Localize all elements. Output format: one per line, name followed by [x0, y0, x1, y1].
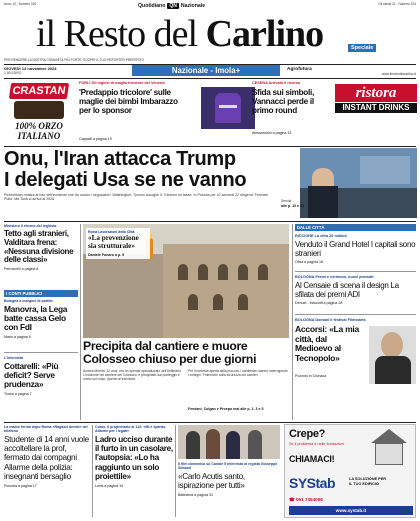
jersey-photo: [201, 87, 255, 129]
issue-price: 1,80 EURO: [4, 71, 22, 75]
issue-date: GIOVEDÌ 14 novembre 2024: [4, 66, 57, 71]
teaser-headline: Sfida sui simboli, Vannacci perde il primo round: [252, 88, 314, 115]
center-page-ref: Femiani, Colgan e Proepo mai alle p. 2, 3 e 5: [188, 407, 264, 411]
story-page-ref: Pozzolo in Cronaca: [295, 374, 327, 378]
teaser-kicker: FORLÌ Gli inglesi di maglia tricolore del Venerdì: [79, 81, 165, 85]
teaser-headline: 'Predappio tricolore' sulle maglie dei bimbi Imbarazzo per lo sponsor: [79, 88, 178, 115]
story-headline: Al Censaie di scena il design La sfilata dei premi ADI: [295, 281, 399, 299]
story-headline: Cottarelli: «Più deficit? Serve prudenza»: [4, 361, 59, 390]
center-headline[interactable]: Precipita dal cantiere e muore Colosseo chiuso per due giorni: [83, 339, 257, 366]
story-headline: Accorsi: «La mia città, dal Medioevo al Tecnopolo»: [295, 324, 359, 363]
masthead-title: [36, 14, 323, 54]
cracked-house-icon: [367, 429, 411, 469]
special-badge: Speciale: [348, 44, 376, 52]
story-page-ref: Marin a pagina 9: [4, 334, 31, 339]
masthead-issue: Anno 10 - Numero 324: [4, 2, 37, 6]
network-label-pre: Quotidiano: [138, 3, 166, 9]
edition-banner: Nazionale - Imola+: [132, 65, 280, 76]
section-conti-pubblici: I CONTI PUBBLICI: [4, 290, 78, 297]
story-kicker: BOLOGNA Premi e cerimoni, nuovi prodotti: [295, 275, 374, 279]
quote-kicker: Roma Lavorazioni della Città: [88, 230, 135, 234]
story-headline: Studente di 14 anni vuole accoltellare la prof, fermato dai compagni Allarme della polizia: insegnanti bersaglio: [4, 435, 89, 481]
main-headline-2[interactable]: I delegati Usa se ne vanno: [4, 169, 247, 191]
network-label-post: Nazionale: [180, 3, 206, 9]
story-headline: Venduto il Grand Hotel I capitali sono stranieri: [295, 240, 416, 258]
story-headline: Ladro ucciso durante il furto in un casolare, l'autopsia: «Lo ha raggiunto un solo proiettile»: [95, 435, 173, 481]
story-kicker: BOLOGNA Domani il festival Filmstarts: [295, 318, 366, 322]
quote-page-ref: Daniele Funaro a p. 5: [88, 252, 125, 257]
story-page-ref: Levis a pagina 19: [95, 484, 124, 489]
quote-box[interactable]: [86, 228, 150, 259]
title-main: Carlino: [205, 13, 324, 55]
right-story-2[interactable]: [295, 275, 416, 305]
center-body-2: Per l'inchiesta aperta dalla procura, i carabinieri stanno interrogando i colleghi. Polemiche sulla sicurezza dei cantieri.: [188, 369, 288, 378]
story-page-ref: Ponchia a pagina 17: [4, 484, 37, 489]
crepe-title: Crepe?: [289, 428, 326, 440]
masthead-issue-right: Gli stessi 31 - Numero 324: [378, 2, 416, 6]
story-kicker: La madre ferma dopo Roma «Ragazzi devoti» del telefono: [4, 425, 88, 433]
story-page-ref: Petruccelli a pagina 8: [4, 267, 39, 272]
story-headline: Tetto agli stranieri, Valditara frena: «Nessuna divisione delle classi»: [4, 229, 74, 265]
teaser-kicker: CESENA Arrivato il ricorso: [252, 81, 301, 85]
teaser-page-ref: Alessandrini a pagina 19: [252, 131, 292, 135]
systab-ad[interactable]: [284, 424, 416, 518]
teaser-cesena[interactable]: [252, 81, 334, 143]
bottom-story-2[interactable]: [95, 425, 173, 488]
crastan-ad[interactable]: [4, 81, 74, 143]
title-prefix: il Resto del: [36, 13, 206, 55]
website: www.ilrestodelcarlino.it: [381, 72, 416, 76]
story-kicker: Ministero Il ritorno del leghista: [4, 224, 57, 228]
masthead-network: [138, 3, 205, 9]
crepe-cta: CHIAMACI!: [289, 454, 335, 464]
un-assembly-photo: [300, 148, 417, 218]
story-kicker: Como, il proprietario al 112: «Mi è sparito. Allarme per i legati»: [95, 425, 167, 433]
crastan-tagline-1: 100% ORZO: [15, 121, 63, 131]
crepe-sub: Se il problema è nelle fondazioni: [289, 442, 344, 446]
main-page-ref: alle p. 10 e 11: [281, 204, 304, 208]
story-headline: Manovra, la Lega batte cassa Gelo con FdI: [4, 304, 68, 333]
left-story-3[interactable]: [4, 356, 78, 396]
systab-website[interactable]: www.systab.it: [289, 506, 413, 515]
left-story-2[interactable]: [4, 299, 78, 339]
bottom-story-1[interactable]: [4, 425, 90, 488]
main-byline: Servizi: [281, 199, 292, 203]
story-page-ref: Oliva a pagina 18: [295, 260, 323, 264]
center-body-1: Andrea Moretti, 32 anni, era un operaio specializzato dell'Anfiteatro. L'incidente nel cantiere del Colosseo: è precipitato dal ponteggio e morto sul colpo. Aperta un'inchiesta.: [83, 369, 182, 382]
section-dalle-citta: DALLE CITTÀ: [295, 224, 416, 231]
ristora-tagline: INSTANT DRINKS: [335, 103, 417, 113]
bottom-story-3[interactable]: [178, 425, 280, 497]
quote-text: «La prevenzione sia strutturale»: [88, 234, 139, 250]
ristora-ad[interactable]: [335, 84, 417, 134]
systab-line-1: LA SOLUZIONE PER: [349, 477, 386, 481]
coffee-jar-icon: [14, 101, 64, 119]
teaser-forli[interactable]: [79, 81, 255, 143]
story-kicker: RICCIONE La cifra 20 milioni: [295, 234, 347, 238]
story-page-ref: Denuel - Maurotti a pagina 28: [295, 301, 343, 305]
masthead-subline: PER RENDERE LA NOSTRA COMUNITÀ PIÙ FORTE, SCOPRI IL TUO REPORTER PREFERITO: [4, 58, 144, 62]
accorsi-photo: [369, 326, 416, 384]
main-summary: Pezeshkian mostra al foto dell'incidente che ha ucciso i negoziatori. Washington: Tycoon accoglie X. Elezioni no tasse. In Polonia per 42 secondi 22 dirigenti: Fermare Putin. Ma Tusk ci arriva al 2026: [4, 193, 269, 202]
acutis-film-photo: [178, 425, 280, 459]
story-kicker: Il film domenica su Canale 5 Intervista al regista Giuseppe Sebasti: [178, 462, 278, 470]
story-kicker: L'intervista: [4, 356, 24, 360]
crastan-tagline-2: ITALIANO: [17, 131, 61, 141]
agrofutura-label: Agrofutura: [287, 67, 312, 72]
story-page-ref: Troise a pagina 7: [4, 391, 32, 396]
left-story-1[interactable]: [4, 224, 78, 271]
main-headline-1[interactable]: Onu, l'Iran attacca Trump: [4, 148, 236, 170]
right-story-1[interactable]: [295, 234, 416, 264]
qn-logo-icon: QN: [169, 3, 177, 9]
story-headline: «Carlo Acutis santo, ispirazione per tutti»: [178, 472, 245, 491]
systab-phone[interactable]: ☎ 051 7454006: [289, 497, 323, 502]
story-kicker: Bologna a margine di partito: [4, 299, 53, 303]
systab-brand: SYStab: [289, 475, 336, 491]
ristora-brand: ristora: [335, 84, 417, 102]
right-story-3[interactable]: [295, 318, 416, 378]
story-page-ref: Battistera a pagina 31: [178, 493, 213, 498]
teaser-page-ref: Cappelli a pagina 19: [79, 137, 112, 141]
systab-line-2: IL TUO EDIFICIO: [349, 482, 379, 486]
crastan-brand: CRASTAN: [9, 83, 69, 99]
